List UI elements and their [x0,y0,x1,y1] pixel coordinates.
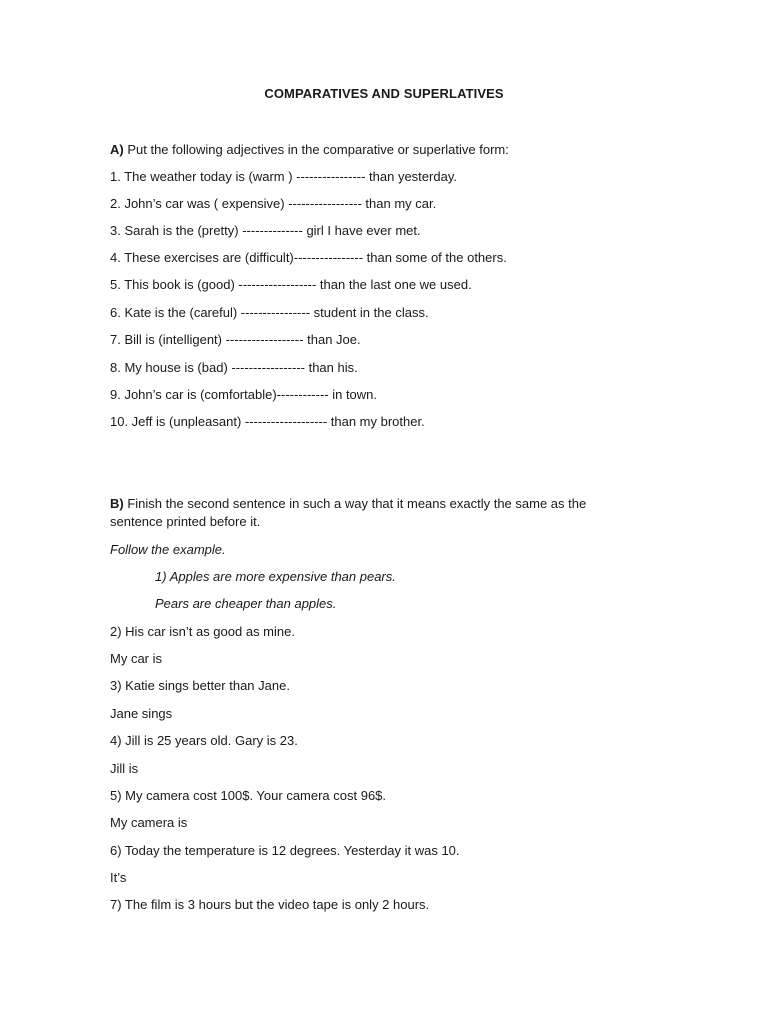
section-b-item-4-prompt: Jill is [110,761,139,776]
section-b-item-4-question: 4) Jill is 25 years old. Gary is 23. [110,733,298,748]
section-a-label: A) [110,142,124,157]
section-a-item-5: 5. This book is (good) ------------------ than the last one we used. [110,277,472,292]
section-a-item-10: 10. Jeff is (unpleasant) ------------------- than my brother. [110,414,425,429]
section-b-item-2-prompt: My car is [110,651,162,666]
section-b-item-6-prompt: It’s [110,870,127,885]
section-a-item-6: 6. Kate is the (careful) ---------------- student in the class. [110,305,429,320]
example-intro: Follow the example. [110,542,226,557]
section-b-item-5-question: 5) My camera cost 100$. Your camera cost 96$. [110,788,387,803]
section-b-instruction [110,495,630,531]
section-b-item-7-question: 7) The film is 3 hours but the video tape is only 2 hours. [110,897,430,912]
section-b-instruction-text: Finish the second sentence in such a way that it means exactly the same as the sentence printed before it. [110,496,587,529]
section-a-instruction [110,142,509,158]
section-b-item-3-question: 3) Katie sings better than Jane. [110,678,290,693]
example-sentence: 1) Apples are more expensive than pears. [155,569,396,584]
section-a-item-8: 8. My house is (bad) ----------------- than his. [110,360,358,375]
section-a-item-4: 4. These exercises are (difficult)---------------- than some of the others. [110,250,507,265]
section-a-item-3: 3. Sarah is the (pretty) -------------- girl I have ever met. [110,223,421,238]
section-b-item-6-question: 6) Today the temperature is 12 degrees. Yesterday it was 10. [110,843,460,858]
example-answer: Pears are cheaper than apples. [155,596,337,611]
section-a-item-9: 9. John’s car is (comfortable)------------ in town. [110,387,378,402]
section-b-item-2-question: 2) His car isn’t as good as mine. [110,624,295,639]
section-b-item-3-prompt: Jane sings [110,706,173,721]
section-a-item-2: 2. John’s car was ( expensive) ----------------- than my car. [110,196,437,211]
page-title: COMPARATIVES AND SUPERLATIVES [264,86,504,101]
section-a-item-1: 1. The weather today is (warm ) ---------------- than yesterday. [110,169,457,184]
section-a-instruction-text: Put the following adjectives in the comparative or superlative form: [127,142,509,157]
section-b-item-5-prompt: My camera is [110,815,188,830]
section-b-label: B) [110,496,124,511]
section-a-item-7: 7. Bill is (intelligent) ------------------ than Joe. [110,332,361,347]
